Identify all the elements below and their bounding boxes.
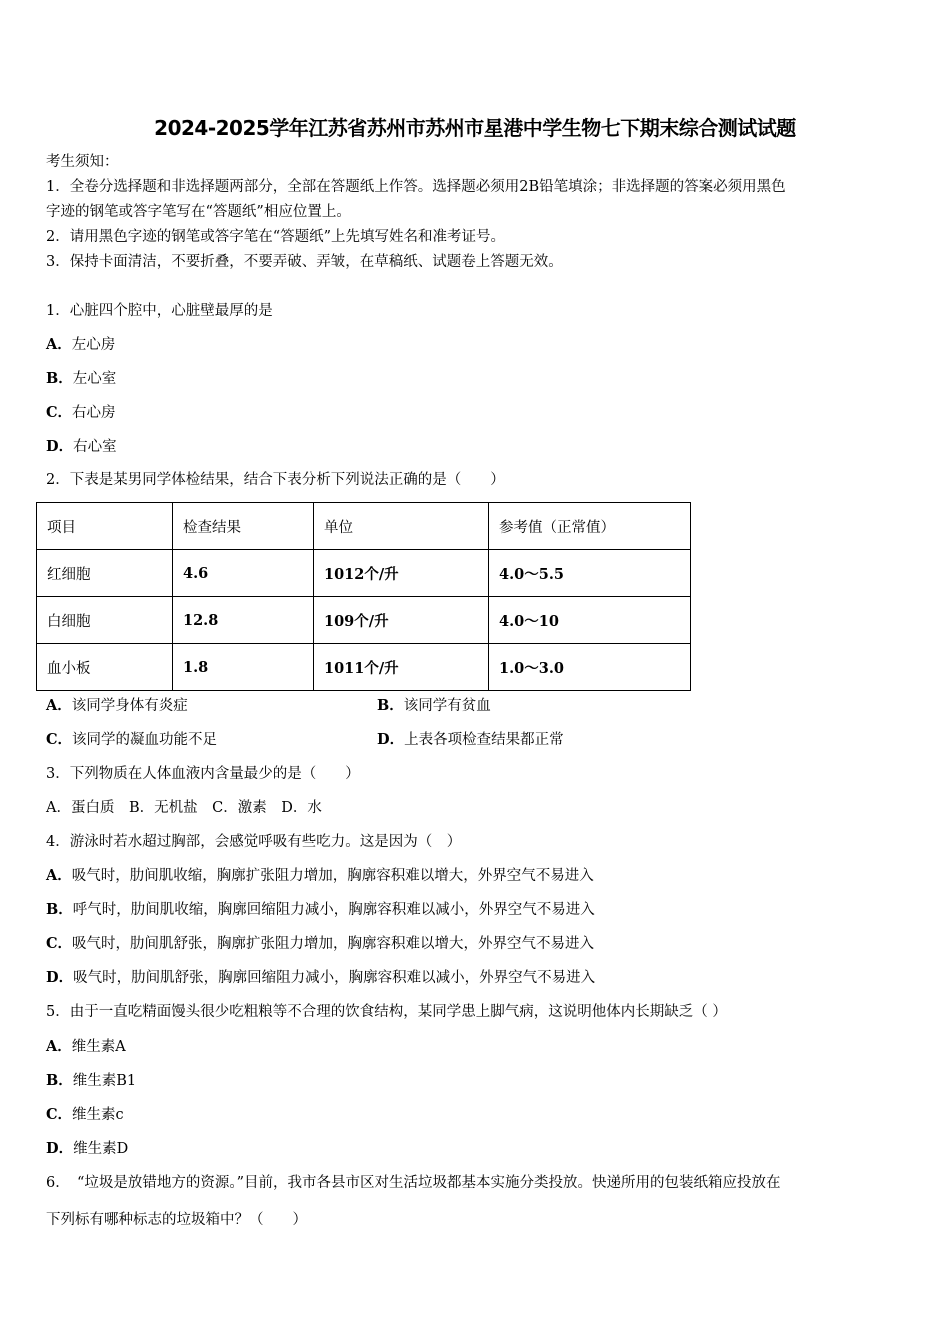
option-text: 吸气时，肋间肌舒张，胸廓扩张阻力增加，胸廓容积难以增大，外界空气不易进入 [72, 936, 595, 952]
q5-option-a [46, 1037, 126, 1057]
option-label: A． [46, 867, 72, 884]
question-6-stem: 6． “垃圾是放错地方的资源。”目前，我市各县市区对生活垃圾都基本实施分类投放。快递所用的包装纸箱应投放在 [46, 1175, 781, 1191]
table-cell: 12.8 [173, 597, 314, 644]
table-cell: 红细胞 [37, 550, 173, 597]
q4-option-b [46, 900, 595, 920]
page-title: 2024-2025学年江苏省苏州市苏州市星港中学生物七下期末综合测试试题 [154, 116, 796, 140]
option-text: 呼气时，肋间肌收缩，胸廓回缩阻力减小，胸廓容积难以减小，外界空气不易进入 [72, 902, 595, 918]
table-cell: 1011个/升 [314, 644, 489, 691]
q4-option-d [46, 968, 595, 988]
q1-option-b [46, 369, 116, 389]
q3-options: A．蛋白质 B．无机盐 C．激素 D．水 [46, 800, 322, 816]
table-cell: 4.0～5.5 [489, 550, 691, 597]
table-cell: 1.0～3.0 [489, 644, 691, 691]
option-label: B． [46, 901, 73, 918]
question-4-stem: 4．游泳时若水超过胸部，会感觉呼吸有些吃力。这是因为（ ） [46, 834, 462, 850]
option-text: 吸气时，肋间肌收缩，胸廓扩张阻力增加，胸廓容积难以增大，外界空气不易进入 [71, 868, 594, 884]
option-text: 左心室 [72, 371, 117, 387]
option-label: D． [46, 1140, 74, 1157]
option-label: B． [46, 1072, 73, 1089]
option-label: D． [377, 731, 405, 748]
option-text: 右心室 [73, 439, 117, 455]
table-header-cell: 参考值（正常值） [489, 503, 691, 550]
q2-option-b [377, 696, 491, 716]
option-label: B． [377, 697, 404, 714]
option-text: 吸气时，肋间肌舒张，胸廓回缩阻力减小，胸廓容积难以减小，外界空气不易进入 [73, 970, 596, 986]
question-6-stem-cont: 下列标有哪种标志的垃圾箱中？（ ） [46, 1212, 307, 1228]
option-text: 维生素D [73, 1141, 129, 1157]
option-text: 左心房 [71, 337, 116, 353]
table-header-cell: 检查结果 [173, 503, 314, 550]
question-3-stem: 3．下列物质在人体血液内含量最少的是（ ） [46, 766, 360, 782]
option-label: C． [46, 731, 73, 748]
option-text: 该同学的凝血功能不足 [72, 732, 218, 748]
table-header-row [37, 503, 691, 550]
table-header-cell: 单位 [314, 503, 489, 550]
table-cell: 1.8 [173, 644, 314, 691]
q5-option-c [46, 1105, 124, 1125]
q1-option-c [46, 403, 116, 423]
table-header-cell: 项目 [37, 503, 173, 550]
q4-option-a [46, 866, 594, 886]
q5-option-d [46, 1139, 128, 1159]
table-row [37, 597, 691, 644]
option-label: A． [46, 1038, 72, 1055]
option-text: 维生素A [71, 1039, 126, 1055]
option-label: D． [46, 438, 74, 455]
notice-item: 1．全卷分选择题和非选择题两部分，全部在答题纸上作答。选择题必须用2B铅笔填涂；非选择题的答案必须用黑色 [46, 179, 786, 195]
q5-option-b [46, 1071, 136, 1091]
notice-item: 字迹的钢笔或答字笔写在“答题纸”相应位置上。 [46, 204, 351, 220]
table-cell: 白细胞 [37, 597, 173, 644]
option-label: C． [46, 1106, 73, 1123]
table-cell: 1012个/升 [314, 550, 489, 597]
option-text: 右心房 [72, 405, 116, 421]
option-label: A． [46, 697, 72, 714]
option-label: D． [46, 969, 74, 986]
notice-item: 2．请用黑色字迹的钢笔或答字笔在“答题纸”上先填写姓名和准考证号。 [46, 229, 506, 245]
q1-option-a [46, 335, 115, 355]
checkup-table [36, 502, 691, 691]
table-row [37, 644, 691, 691]
option-label: B． [46, 370, 73, 387]
question-2-stem: 2．下表是某男同学体检结果，结合下表分析下列说法正确的是（ ） [46, 472, 505, 488]
q2-option-a [46, 696, 188, 716]
question-5-stem: 5．由于一直吃精面馒头很少吃粗粮等不合理的饮食结构，某同学患上脚气病，这说明他体内长期缺乏（ ） [46, 1004, 727, 1020]
option-text: 上表各项检查结果都正常 [404, 732, 564, 748]
q2-option-c [46, 730, 217, 750]
notice-item: 3．保持卡面清洁，不要折叠，不要弄破、弄皱，在草稿纸、试题卷上答题无效。 [46, 254, 563, 270]
table-cell: 血小板 [37, 644, 173, 691]
question-1-stem: 1．心脏四个腔中，心脏壁最厚的是 [46, 303, 273, 319]
table-cell: 4.0～10 [489, 597, 691, 644]
table-cell: 4.6 [173, 550, 314, 597]
option-label: C． [46, 935, 73, 952]
notice-heading: 考生须知： [46, 154, 119, 170]
option-label: A． [46, 336, 72, 353]
option-text: 该同学有贫血 [403, 698, 491, 714]
q2-option-d [377, 730, 564, 750]
table-row [37, 550, 691, 597]
option-label: C． [46, 404, 73, 421]
option-text: 维生素B1 [72, 1073, 137, 1089]
option-text: 该同学身体有炎症 [71, 698, 188, 714]
q4-option-c [46, 934, 594, 954]
option-text: 维生素c [72, 1107, 124, 1123]
table-cell: 109个/升 [314, 597, 489, 644]
q1-option-d [46, 437, 117, 457]
